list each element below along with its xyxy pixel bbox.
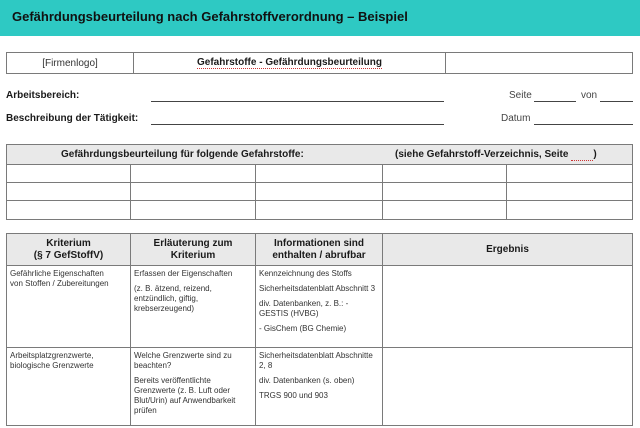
von-label: von [581, 90, 598, 101]
kriterium-cell: Gefährliche Eigenschaften von Stoffen / Zubereitungen [7, 266, 131, 347]
seite-line[interactable] [534, 90, 576, 102]
table-cell[interactable] [507, 165, 632, 182]
substances-table [6, 144, 633, 220]
substances-table-header [7, 145, 632, 165]
table-cell[interactable] [383, 165, 507, 182]
table-cell[interactable] [7, 201, 131, 219]
table-cell[interactable] [507, 201, 632, 219]
informationen-cell: Kennzeichnung des Stoffs Sicherheitsdatenblatt Abschnitt 3 div. Datenbanken, z. B.: - GESTIS (HVBG) - GisChem (BG Chemie) [256, 266, 383, 347]
beschreibung-label: Beschreibung der Tätigkeit: [6, 113, 139, 124]
header-ergebnis: Ergebnis [486, 243, 529, 255]
table-cell[interactable] [256, 201, 383, 219]
table-cell[interactable] [507, 183, 632, 200]
header-doc-title: Gefahrstoffe - Gefährdungsbeurteilung [134, 53, 446, 73]
ergebnis-cell[interactable] [383, 348, 632, 425]
table-row [7, 201, 632, 219]
datum-label: Datum [501, 113, 531, 124]
informationen-cell: Sicherheitsdatenblatt Abschnitte 2, 8 div. Datenbanken (s. oben) TRGS 900 und 903 [256, 348, 383, 425]
document-title-bar [0, 0, 640, 36]
seite-label: Seite [509, 90, 532, 101]
header-kriterium: Kriterium (§ 7 GefStoffV) [7, 234, 131, 265]
erlaeuterung-cell: Welche Grenzwerte sind zu beachten? Bereits veröffentlichte Grenzwerte (z. B. Luft oder Blut/Urin) auf Anwendbarkeit prüfen [131, 348, 256, 425]
arbeitsbereich-line[interactable] [151, 90, 444, 102]
beschreibung-row [6, 113, 634, 129]
beschreibung-line[interactable] [151, 113, 444, 125]
table-cell[interactable] [256, 165, 383, 182]
company-logo-placeholder: [Firmenlogo] [7, 53, 134, 73]
table-row [7, 165, 632, 183]
table-cell[interactable] [383, 183, 507, 200]
table-row [7, 183, 632, 201]
criteria-table-header [7, 234, 632, 266]
erlaeuterung-cell: Erfassen der Eigenschaften (z. B. ätzend, reizend, entzündlich, giftig, krebserzeugend) [131, 266, 256, 347]
kriterium-cell: Arbeitsplatzgrenzwerte, biologische Grenzwerte [7, 348, 131, 425]
table-cell[interactable] [7, 183, 131, 200]
table-row [7, 348, 632, 425]
document-title: Gefährdungsbeurteilung nach Gefahrstoffverordnung – Beispiel [12, 9, 408, 24]
von-line[interactable] [600, 90, 633, 102]
arbeitsbereich-row [6, 90, 634, 106]
table-cell[interactable] [131, 201, 256, 219]
table-cell[interactable] [131, 183, 256, 200]
table-cell[interactable] [256, 183, 383, 200]
arbeitsbereich-label: Arbeitsbereich: [6, 90, 80, 101]
substances-heading: Gefährdungsbeurteilung für folgende Gefahrstoffe: [61, 149, 304, 160]
header-box [6, 52, 633, 74]
table-cell[interactable] [383, 201, 507, 219]
substances-reference: (siehe Gefahrstoff-Verzeichnis, Seite ) [395, 149, 597, 160]
header-informationen: Informationen sind enthalten / abrufbar [256, 234, 383, 265]
table-cell[interactable] [131, 165, 256, 182]
header-erlaeuterung: Erläuterung zum Kriterium [131, 234, 256, 265]
table-cell[interactable] [7, 165, 131, 182]
header-extra-cell [446, 53, 632, 73]
datum-line[interactable] [534, 113, 633, 125]
table-row [7, 266, 632, 348]
criteria-table [6, 233, 633, 426]
ergebnis-cell[interactable] [383, 266, 632, 347]
